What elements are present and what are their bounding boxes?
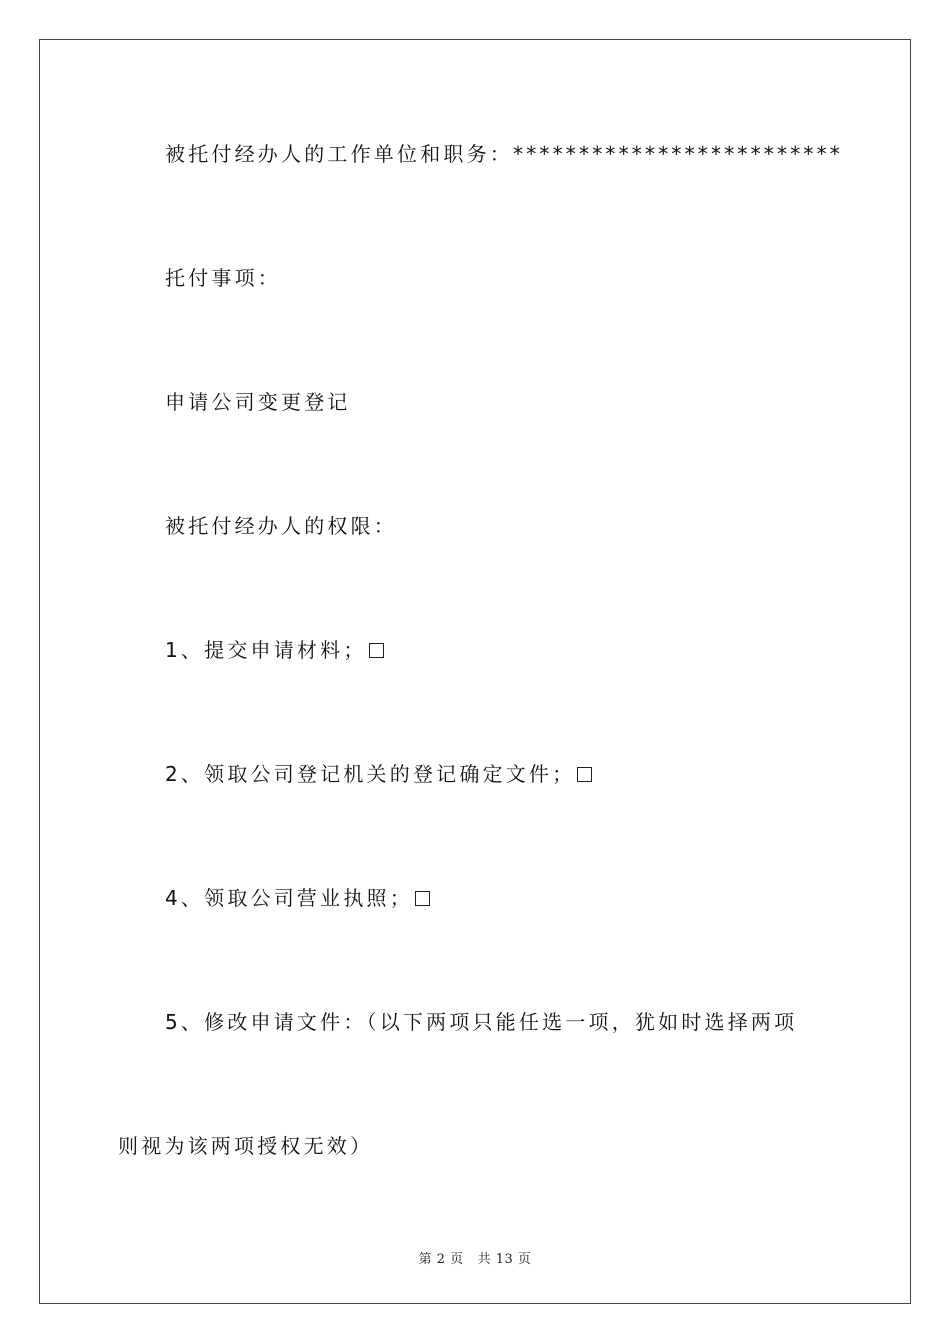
total-pages: 共 13 页 <box>477 1252 532 1267</box>
authority-item-2-checkbox[interactable] <box>577 767 592 782</box>
authority-item-2: 2、领取公司登记机关的登记确定文件； <box>165 762 592 786</box>
authority-item-1: 1、提交申请材料； <box>165 638 384 662</box>
page-border <box>39 39 911 1304</box>
authority-item-5-continuation: 则视为该两项授权无效） <box>118 1134 374 1158</box>
entrusted-matters-heading: 托付事项： <box>165 266 281 290</box>
authority-item-4-checkbox[interactable] <box>415 891 430 906</box>
authority-item-5: 5、修改申请文件：（以下两项只能任选一项，犹如时选择两项 <box>165 1010 798 1034</box>
authority-item-1-checkbox[interactable] <box>369 643 384 658</box>
agent-employer-position-line <box>165 142 843 166</box>
agent-employer-position-text: 被托付经办人的工作单位和职务：************************* <box>165 142 843 166</box>
page-footer <box>0 1248 950 1267</box>
change-registration-line: 申请公司变更登记 <box>165 390 351 414</box>
page-number: 第 2 页 <box>418 1252 464 1267</box>
authority-item-4: 4、领取公司营业执照； <box>165 886 430 910</box>
agent-authority-heading: 被托付经办人的权限： <box>165 514 397 538</box>
